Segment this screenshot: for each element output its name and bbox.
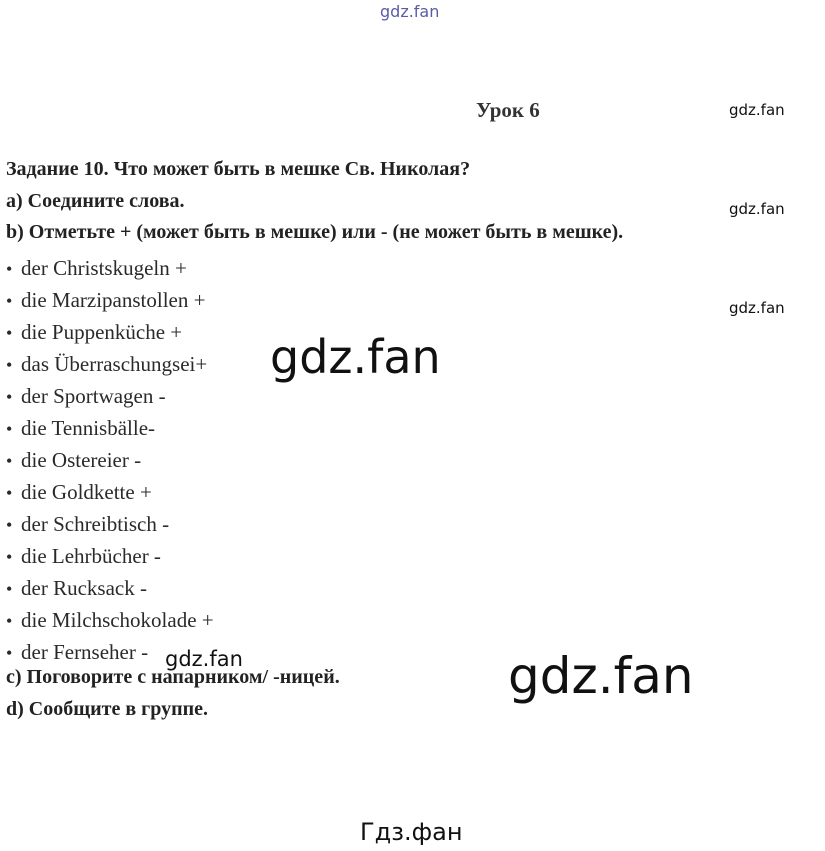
list-item-text: das Überraschungsei+ [21, 352, 208, 376]
word-list [6, 252, 214, 668]
list-item-text: die Ostereier - [21, 448, 142, 472]
list-item-text: der Sportwagen - [21, 384, 166, 408]
bullet-icon: • [6, 451, 13, 471]
bullet-icon: • [6, 483, 13, 503]
task-heading: Задание 10. Что может быть в мешке Св. Николая? [6, 158, 471, 180]
watermark-small-bottom: gdz.fan [165, 647, 243, 671]
list-item [6, 476, 214, 508]
watermark-right-3: gdz.fan [729, 299, 785, 317]
bullet-icon: • [6, 291, 13, 311]
list-item-text: die Tennisbälle- [21, 416, 156, 440]
list-item-text: die Goldkette + [21, 480, 152, 504]
list-item [6, 252, 214, 284]
list-item [6, 380, 214, 412]
list-item-text: die Marzipanstollen + [21, 288, 206, 312]
list-item [6, 316, 214, 348]
watermark-right-1: gdz.fan [729, 101, 785, 119]
bullet-icon: • [6, 515, 13, 535]
list-item [6, 508, 214, 540]
bullet-icon: • [6, 579, 13, 599]
list-item-text: die Milchschokolade + [21, 608, 214, 632]
list-item [6, 604, 214, 636]
bullet-icon: • [6, 323, 13, 343]
list-item [6, 444, 214, 476]
bullet-icon: • [6, 355, 13, 375]
watermark-footer: Гдз.фан [360, 818, 463, 846]
list-item-text: der Christskugeln + [21, 256, 187, 280]
list-item-text: die Puppenküche + [21, 320, 183, 344]
list-item-text: der Fernseher - [21, 640, 149, 664]
list-item-text: die Lehrbücher - [21, 544, 161, 568]
bullet-icon: • [6, 547, 13, 567]
watermark-big-bottom: gdz.fan [508, 647, 694, 705]
task-part-d: d) Сообщите в группе. [6, 698, 209, 720]
list-item [6, 348, 214, 380]
bullet-icon: • [6, 643, 13, 663]
task-part-b: b) Отметьте + (может быть в мешке) или - (не может быть в мешке). [6, 221, 624, 243]
bullet-icon: • [6, 611, 13, 631]
bullet-icon: • [6, 387, 13, 407]
list-item-text: der Schreibtisch - [21, 512, 170, 536]
list-item [6, 284, 214, 316]
list-item [6, 540, 214, 572]
watermark-big-center: gdz.fan [270, 330, 441, 384]
lesson-title: Урок 6 [476, 98, 540, 122]
watermark-right-2: gdz.fan [729, 200, 785, 218]
list-item [6, 572, 214, 604]
list-item [6, 412, 214, 444]
bullet-icon: • [6, 259, 13, 279]
watermark-top: gdz.fan [380, 2, 440, 21]
task-part-c: c) Поговорите с напарником/ -ницей. [6, 666, 340, 688]
bullet-icon: • [6, 419, 13, 439]
list-item-text: der Rucksack - [21, 576, 147, 600]
task-part-a: а) Соедините слова. [6, 190, 185, 212]
